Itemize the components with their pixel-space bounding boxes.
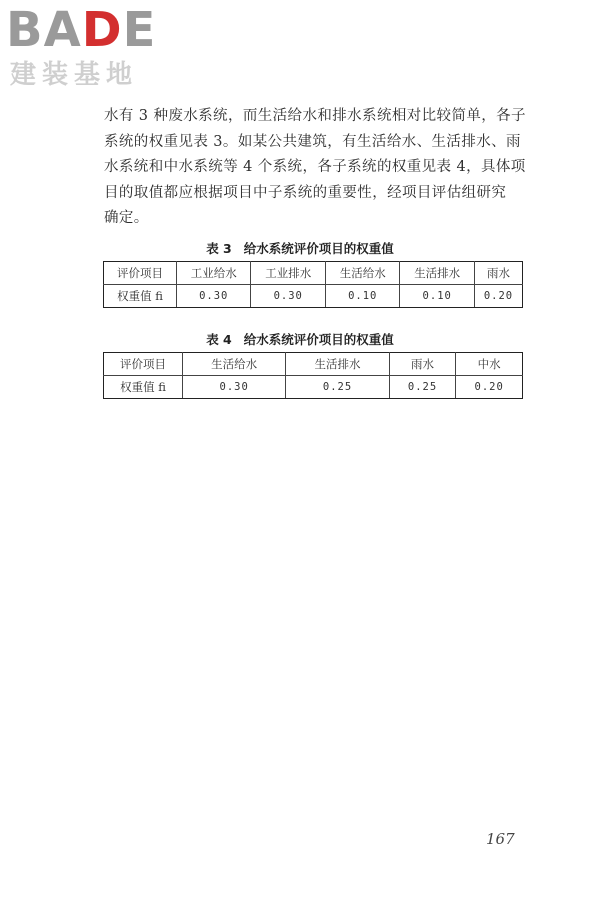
paragraph-line: 目的取值都应根据项目中子系统的重要性，经项目评估组研究 xyxy=(104,184,507,201)
paragraph-line: 系统的权重见表 3。如某公共建筑，有生活给水、生活排水、雨 xyxy=(104,133,521,150)
table-row xyxy=(104,376,523,399)
table-row xyxy=(104,285,523,308)
table-cell: 0.30 xyxy=(177,285,251,308)
logo-subtitle: 建装基地 xyxy=(10,60,139,90)
table-header-row xyxy=(104,353,523,376)
page-number: 167 xyxy=(486,830,515,848)
table-row-label: 权重值 fi xyxy=(104,376,183,399)
table4-caption-number: 表 4 xyxy=(206,332,232,347)
paragraph-line: 水有 3 种废水系统，而生活给水和排水系统相对比较简单，各子 xyxy=(104,108,526,124)
table-header-cell: 评价项目 xyxy=(104,262,177,285)
table-cell: 0.30 xyxy=(251,285,325,308)
logo-word-part3: E xyxy=(122,2,157,58)
table-row-label: 权重值 fi xyxy=(104,285,177,308)
table-header-cell: 生活排水 xyxy=(286,353,389,376)
table-header-cell: 中水 xyxy=(456,353,523,376)
logo-wordmark xyxy=(6,4,156,56)
paragraph-line: 确定。 xyxy=(104,210,149,226)
table-header-row xyxy=(104,262,523,285)
table-header-cell: 雨水 xyxy=(474,262,522,285)
table-cell: 0.25 xyxy=(286,376,389,399)
table-header-cell: 工业给水 xyxy=(177,262,251,285)
table-header-cell: 雨水 xyxy=(389,353,456,376)
table3 xyxy=(103,261,523,308)
bade-logo xyxy=(6,4,176,96)
table3-caption-title: 给水系统评价项目的权重值 xyxy=(243,241,394,256)
table4 xyxy=(103,352,523,399)
logo-word-part1: BA xyxy=(6,2,82,58)
body-paragraph xyxy=(104,104,524,232)
table-header-cell: 生活排水 xyxy=(400,262,474,285)
table3-caption xyxy=(0,239,600,257)
table-header-cell: 工业排水 xyxy=(251,262,325,285)
table3-caption-number: 表 3 xyxy=(206,241,232,256)
table4-caption xyxy=(0,330,600,348)
paragraph-line: 水系统和中水系统等 4 个系统，各子系统的权重见表 4，具体项 xyxy=(104,159,526,175)
table-header-cell: 生活给水 xyxy=(325,262,399,285)
table-cell: 0.20 xyxy=(456,376,523,399)
logo-word-part2: D xyxy=(81,2,123,58)
table-cell: 0.10 xyxy=(400,285,474,308)
table-header-cell: 生活给水 xyxy=(183,353,286,376)
table-cell: 0.25 xyxy=(389,376,456,399)
table-header-cell: 评价项目 xyxy=(104,353,183,376)
table4-caption-title: 给水系统评价项目的权重值 xyxy=(243,332,394,347)
table-cell: 0.30 xyxy=(183,376,286,399)
table-cell: 0.20 xyxy=(474,285,522,308)
table-cell: 0.10 xyxy=(325,285,399,308)
